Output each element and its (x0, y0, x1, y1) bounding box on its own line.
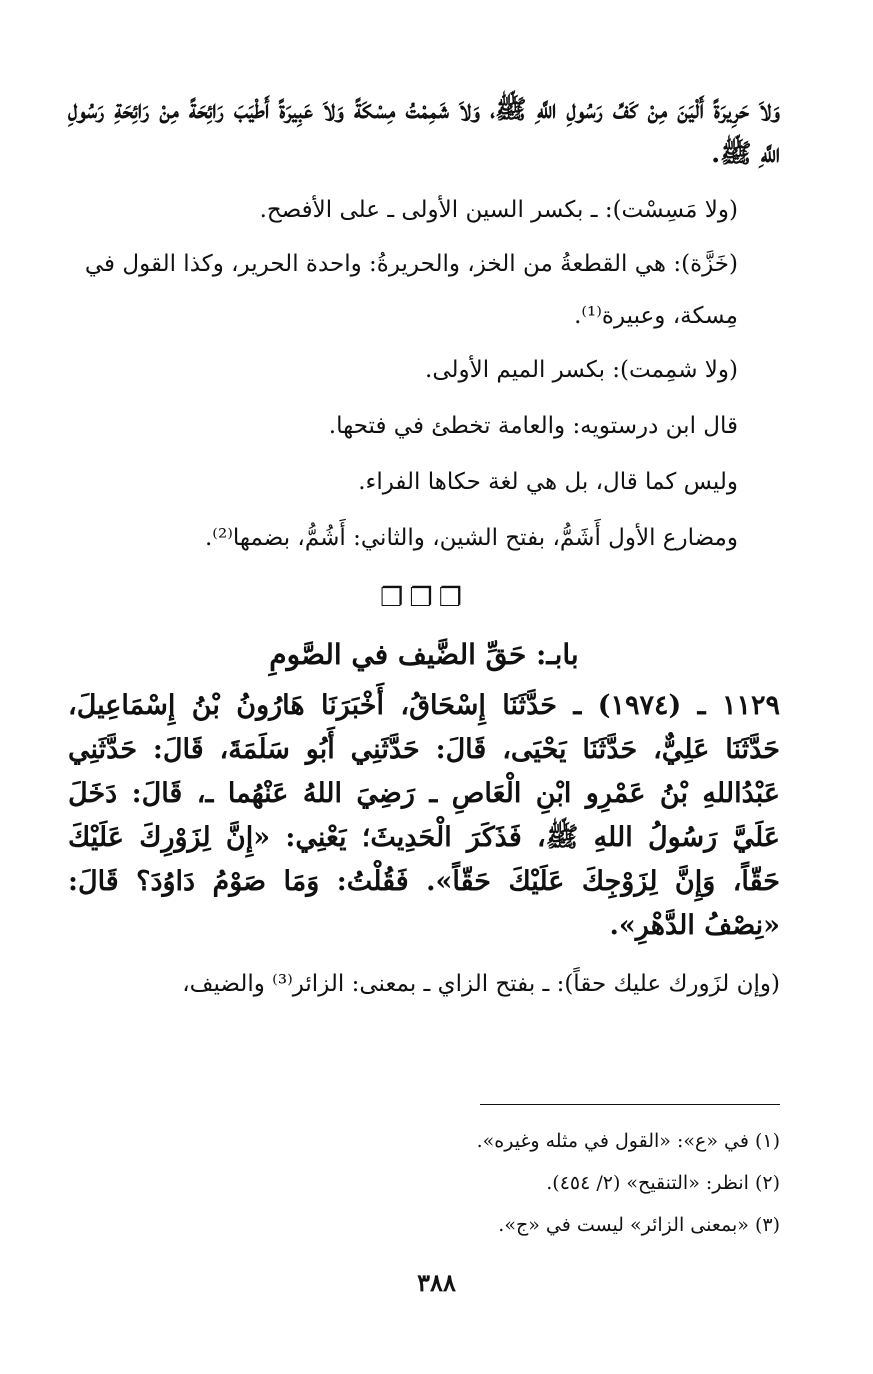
note-ibn-durustawayh: قال ابن درستويه: والعامة تخطئ في فتحها. (328, 413, 738, 439)
footnote-separator (480, 1104, 780, 1105)
hadith-1129: ١١٢٩ ـ (١٩٧٤) ـ حَدَّثَنَا إِسْحَاقُ، أَخْبَرَنَا هَارُونُ بْنُ إِسْمَاعِيلَ، حَدَّثَنَا عَلِيٌّ، حَدَّثَنَا يَحْيَى، قَالَ: حَدَّثَنِي أَبُو سَلَمَةَ، قَالَ: حَدَّثَنِي عَبْدُاللهِ بْنُ عَمْرِو ابْنِ الْعَاصِ ـ رَضِيَ اللهُ عَنْهُما ـ، قَالَ: دَخَلَ عَلَيَّ رَسُولُ اللهِ ﷺ، فَذَكَرَ الْحَدِيثَ؛ يَعْنِي: «إِنَّ لِزَوْرِكَ عَلَيْكَ حَقّاً، وَإِنَّ لِزَوْجِكَ عَلَيْكَ حَقّاً». فَقُلْتُ: وَمَا صَوْمُ دَاوُدَ؟ قَالَ: «نِصْفُ الدَّهْرِ». (68, 690, 780, 941)
note-mudari: ومضارع الأول أَشَمُّ، بفتح الشين، والثاني: أَشُمُّ، بضمها⁽²⁾. (205, 525, 738, 551)
chapter-title: بابـ: حَقِّ الضَّيف في الصَّومِ (269, 638, 579, 671)
page-body (68, 88, 780, 1012)
note-massist: (ولا مَسِسْت): ـ بكسر السين الأولى ـ على الأفصح. (259, 197, 738, 223)
footnote-3: (٣) «بمعنى الزائر» ليست في «ج». (498, 1214, 780, 1236)
page-number: ٣٨٨ (417, 1268, 456, 1297)
hadith-continuation: وَلاَ حَرِيرَةً أَلْيَنَ مِنْ كَفِّ رَسُولِ اللَّهِ ﷺ، وَلاَ شَمِمْتُ مِسْكَةً وَلاَ عَبِيرَةً أَطْيَبَ رَائِحَةً مِنْ رَائِحَةِ رَسُولِ اللَّهِ ﷺ. (68, 95, 780, 169)
note-khazza: (خَزَّة): هي القطعةُ من الخز، والحريرةُ: واحدة الحرير، وكذا القول في مِسكة، وعبيرة⁽¹⁾. (84, 251, 738, 329)
section-ornament: ❐❐❐ (380, 583, 468, 613)
footnote-1: (١) في «ع»: «القول في مثله وغيره». (476, 1130, 780, 1152)
note-farra: وليس كما قال، بل هي لغة حكاها الفراء. (358, 469, 738, 495)
footnote-2: (٢) انظر: «التنقيح» (٢/ ٤٥٤). (546, 1172, 780, 1194)
explanation-zawr: (وإن لزَورك عليك حقاً): ـ بفتح الزاي ـ بمعنى: الزائر⁽³⁾ والضيف، (182, 971, 780, 997)
footnotes (300, 1120, 780, 1246)
note-shamimt: (ولا شمِمت): بكسر الميم الأولى. (425, 357, 738, 383)
